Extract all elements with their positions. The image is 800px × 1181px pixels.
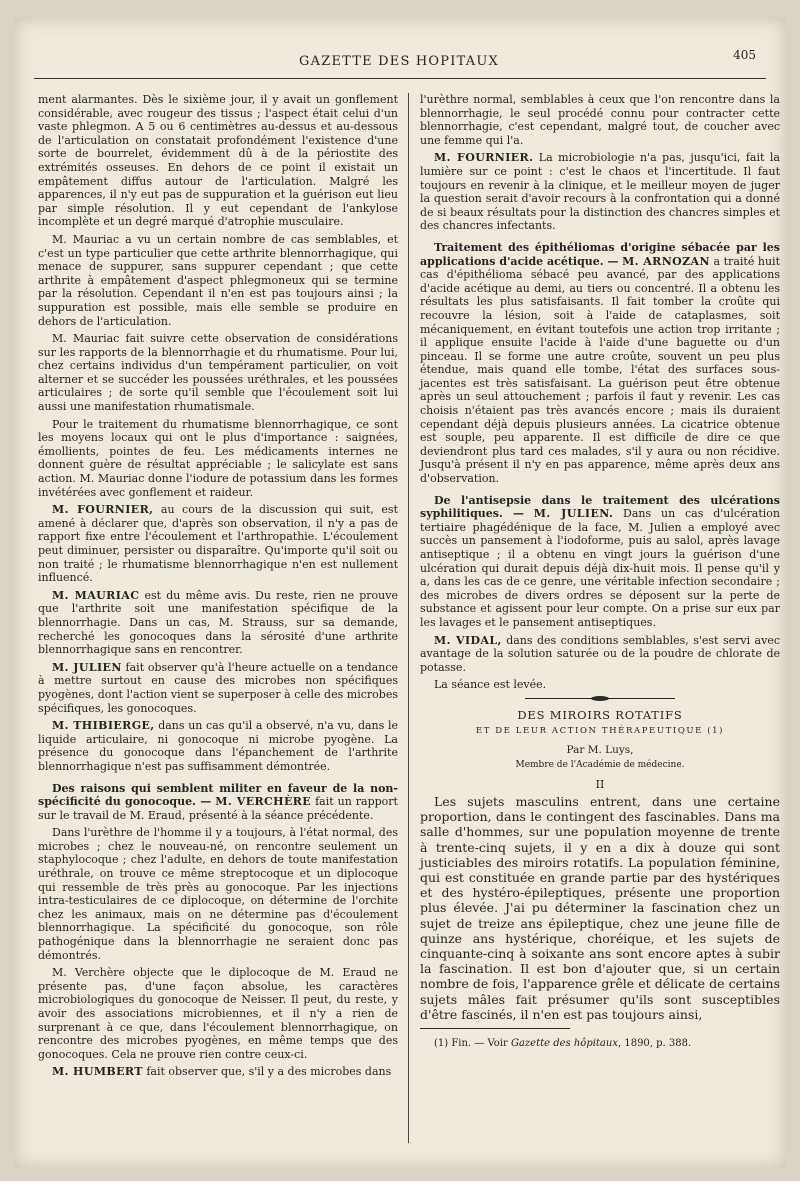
footnote-prefix: (1) Fin. — Voir (434, 1037, 511, 1049)
footnote-rule (420, 1028, 570, 1029)
section (420, 241, 780, 486)
section-title: Traitement des épithéliomas d'origine sébacée par les applications d'acide acétique. — (420, 240, 780, 268)
speaker-name: M. HUMBERT (52, 1065, 143, 1079)
paragraph (420, 634, 780, 675)
footnote (420, 1037, 780, 1051)
right-column (420, 93, 780, 1055)
speaker-name: M. VERCHÈRE (215, 795, 312, 809)
article-title: DES MIROIRS ROTATIFS (517, 707, 683, 722)
paragraph: Dans l'urèthre de l'homme il y a toujours, à l'état normal, des microbes ; chez le nouveau-né, on rencontre seulement un staphylocoque ; chez l'adulte, en dehors de toute manifestation uréthrale, on trouve ce même streptocoque et un diplocoque qui ressemble de très près au gonocoque. Par les injections intra-testiculaires de ce diplocoque, on détermine de l'orchite chez les animaux, mais on ne détermine pas d'écoulement blennorrhagique. La spécificité du gonocoque, son rôle pathogénique dans la blennorrhagie ne seraient donc pas démontrés. (38, 826, 398, 962)
article-body: Les sujets masculins entrent, dans une certaine proportion, dans le contingent des fascinables. Dans ma salle d'hommes, sur une population moyenne de trente à trente-cinq sujets, il y en a dix à douze qui sont justiciables des miroirs rotatifs. La population féminine, qui est constituée en grande partie par des hystériques et des hystéro-épileptiques, présente une proportion plus élevée. J'ai pu déterminer la fascination chez un sujet de treize ans épileptique, chez une jeune fille de quinze ans hystérique, choréique, et les sujets de cinquante-cinq à soixante ans sont encore aptes à subir la fascination. Il est bon d'ajouter que, si un certain nombre de fois, l'apparence grêle et délicate de certains sujets mâles fait présumer qu'ils sont susceptibles d'être fascinés, il n'en est pas toujours ainsi, (420, 793, 780, 1022)
section (38, 782, 398, 823)
article-author: Par M. Luys, (566, 744, 634, 757)
paragraph-text: dans des conditions semblables, s'est servi avec avantage de la solution saturée ou de la poudre de chlorate de potasse. (420, 633, 780, 674)
left-column (38, 93, 398, 1083)
paragraph: La séance est levée. (434, 678, 547, 692)
section-title: Des raisons qui semblent militer en faveur de la non-spécificité du gonocoque. — (38, 781, 398, 809)
paragraph: ment alarmantes. Dès le sixième jour, il y avait un gonflement considérable, avec rougeur des tissus ; l'aspect était celui d'un vaste phlegmon. A 5 ou 6 centimètres au-dessus et au-dessous de l'articulation on constatait profondément l'existence d'une sorte de bourrelet, évidemment dû à de la périostite des extrémités osseuses. En dehors de ce point il existait un empâtement diffus autour de l'articulation. Malgré les apparences, il n'y eut pas de suppuration et la guérison eut lieu par simple résolution. Il y eut cependant de l'ankylose incomplète et un degré marqué d'atrophie musculaire. (38, 93, 398, 229)
paragraph-text: fait un rapport sur le travail de M. Eraud, présenté à la séance précédente. (38, 795, 398, 822)
footnote-journal: Gazette des hôpitaux (510, 1037, 618, 1049)
ornament-rule (525, 698, 675, 699)
paragraph-text: fait observer que, s'il y a des microbes dans (142, 1065, 392, 1079)
section (420, 494, 780, 630)
paragraph-text: au cours de la discussion qui suit, est amené à déclarer que, d'après son observation, il n'y a pas de rapport fixe entre l'écoulement et l'arthropathie. L'écoulement peut diminuer, persister ou disparaître. Qu'importe qu'il soit ou non traité ; le rhumatisme blennorrhagique n'en est nullement influencé. (38, 503, 398, 585)
paragraph-text: est du même avis. Du reste, rien ne prouve que l'arthrite soit une manifestation spécifique de la blennorrhagie. Dans un cas, M. Strauss, sur sa demande, recherché les gonocoques dans la sérosité d'une arthrite blennorrhagique sans en rencontrer. (38, 588, 398, 657)
page-header (14, 46, 786, 80)
speaker-name: M. ARNOZAN (622, 254, 710, 268)
paragraph: M. Verchère objecte que le diplocoque de M. Eraud ne présente pas, d'une façon absolue, les caractères microbiologiques du gonocoque de Neisser. Il peut, du reste, y avoir des associations microbiennes, et il n'y a rien de surprenant à ce que, dans l'écoulement blennorrhagique, on rencontre des microbes pyogènes, en même temps que des gonocoques. Cela ne prouve rien contre ceux-ci. (38, 966, 398, 1061)
paragraph (38, 589, 398, 657)
paragraph (38, 719, 398, 773)
paragraph (38, 661, 398, 715)
page-number: 405 (733, 48, 756, 62)
speaker-name: M. FOURNIER, (52, 503, 154, 517)
header-rule (34, 78, 766, 79)
article-subtitle: ET DE LEUR ACTION THÉRAPEUTIQUE (1) (475, 725, 725, 736)
speaker-name: M. JULIEN. (533, 507, 614, 521)
paragraph-text: dans un cas qu'il a observé, n'a vu, dans le liquide articulaire, ni gonocoque ni microbe pyogène. La présence du gonocoque dans l'épanchement de l'arthrite blennorrhagique n'est pas suffisamment démontrée. (38, 719, 398, 773)
journal-title: GAZETTE DES HOPITAUX (299, 54, 499, 69)
footnote-suffix: , 1890, p. 388. (617, 1037, 692, 1049)
speaker-name: M. THIBIERGE, (52, 719, 155, 733)
paragraph (38, 503, 398, 585)
paragraph: Pour le traitement du rhumatisme blennorrhagique, ce sont les moyens locaux qui ont le plus d'importance : saignées, émollients, pointes de feu. Les médicaments internes ne donnent guère de résultat appréciable ; le salicylate est sans action. M. Mauriac donne l'iodure de potassium dans les formes invétérées avec gonflement et raideur. (38, 417, 398, 499)
paragraph (420, 151, 780, 233)
article-affiliation: Membre de l'Académie de médecine. (515, 759, 685, 770)
paragraph-text: Dans un cas d'ulcération tertiaire phagédénique de la face, M. Julien a employé avec succès un pansement à l'iodoforme, puis au salol, après lavage antiseptique ; il a obtenu en vingt jours la guérison d'une ulcération qui durait depuis déjà dix-huit mois. Il pense qu'il y a, dans les cas de ce genre, une véritable infection secondaire ; des microbes de divers ordres se déposent sur la perte de substance et agissent pour leur compte. On a prise sur eux par les lavages et le pansement antiseptiques. (420, 507, 781, 629)
paragraph: M. Mauriac fait suivre cette observation de considérations sur les rapports de la blennorrhagie et du rhumatisme. Pour lui, chez certains individus d'un tempérament particulier, on voit alterner et se succéder les poussées uréthrales, et les poussées articulaires ; de sorte qu'il semble que l'écoulement soit lui aussi une manifestation rhumatismale. (38, 332, 398, 414)
speaker-name: M. JULIEN (52, 660, 122, 674)
paragraph-text: fait observer qu'à l'heure actuelle on a tendance à mettre surtout en cause des microbes non spécifiques pyogènes, dont l'action vient se superposer à celle des microbes spécifiques, les gonocoques. (38, 660, 398, 715)
column-divider (408, 93, 409, 1143)
newspaper-page (14, 18, 786, 1168)
section-title: De l'antisepsie dans le traitement des ulcérations syphilitiques. — (420, 493, 780, 521)
paragraph: l'urèthre normal, semblables à ceux que l'on rencontre dans la blennorrhagie, le seul procédé connu pour contracter cette blennorrhagie, c'est cependant, malgré tout, de coucher avec une femme qui l'a. (420, 93, 780, 147)
speaker-name: M. MAURIAC (52, 588, 140, 602)
paragraph-text: La microbiologie n'a pas, jusqu'ici, fait la lumière sur ce point : c'est le chaos et l'incertitude. Il faut toujours en revenir à la clinique, et le meilleur moyen de juger la question serait d'avoir recours à la confrontation qui a donné de si beaux résultats pour la distinction des chancres simples et des chancres infectants. (420, 151, 780, 233)
speaker-name: M. VIDAL, (434, 633, 502, 647)
speaker-name: M. FOURNIER. (434, 151, 534, 165)
article-part-number: II (595, 778, 605, 792)
paragraph (38, 1065, 398, 1079)
paragraph: M. Mauriac a vu un certain nombre de cas semblables, et c'est un type particulier que cette arthrite blennorrhagique, qui menace de suppurer, sans suppurer cependant ; que cette arthrite à empâtement d'aspect phlegmoneux qui se termine par la résolution. Cependant il n'en est pas toujours ainsi ; la suppuration est possible, mais elle semble se produire en dehors de l'articulation. (38, 232, 398, 328)
paragraph-text: a traité huit cas d'épithélioma sébacé peu avancé, par des applications d'acide acétique au demi, au tiers ou concentré. Il a obtenu les résultats les plus satisfaisants. Il fait tomber la croûte qui recouvre la lésion, soit à l'aide de cataplasmes, soit mécaniquement, en évitant toutefois une action trop irritante ; il applique ensuite l'acide à l'aide d'une baguette ou d'un pinceau. Il se forme une autre croûte, souvent un peu plus étendue, mais quand elle tombe, l'état des surfaces sous-jacentes est très satisfaisant. La guérison peut être obtenue après un seul attouchement ; parfois il faut y revenir. Les cas choisis n'étaient pas très avancés encore ; mais ils duraient cependant déjà depuis plusieurs années. La cicatrice obtenue est souple, peu apparente. Il est difficile de dire ce que deviendront plus tard ces malades, s'il y aura ou non récidive. Jusqu'à présent il n'y en pas apparence, même après deux ans d'observation. (420, 254, 780, 486)
